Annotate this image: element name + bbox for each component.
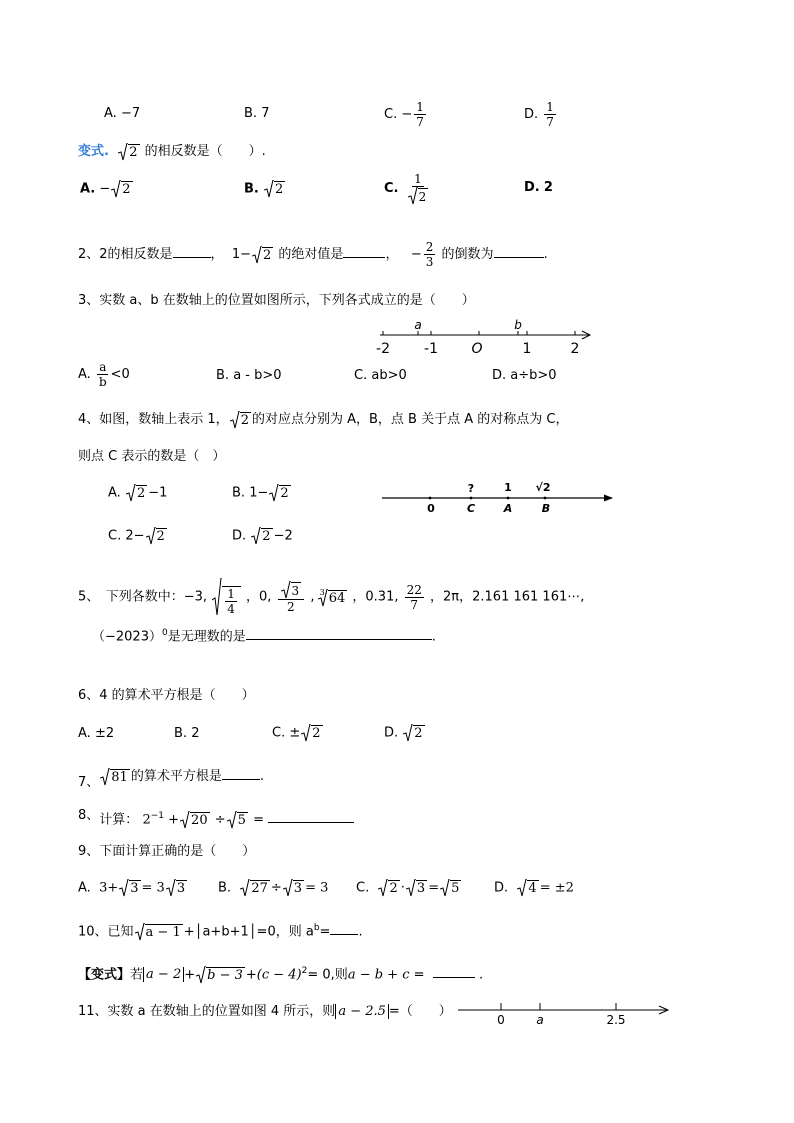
- option-d: D. 4 = ±2: [494, 880, 574, 896]
- sqrt: 81: [100, 768, 130, 786]
- cube-root: $^3$ 64: [319, 588, 346, 606]
- answer-blank[interactable]: [433, 963, 475, 978]
- sqrt: 3: [166, 879, 187, 897]
- sqrt: 2: [403, 724, 424, 742]
- option-a: A. −7: [104, 106, 141, 121]
- sqrt: 27: [240, 879, 270, 897]
- sqrt: 2: [146, 527, 167, 545]
- sqrt: 5: [440, 879, 461, 897]
- sqrt: 2: [269, 484, 290, 502]
- point-a-label: a: [414, 318, 422, 332]
- sqrt: 5: [227, 811, 248, 829]
- tick-label: -2: [376, 341, 390, 357]
- answer-blank[interactable]: [173, 243, 211, 258]
- option-d: D. a÷b>0: [492, 368, 557, 383]
- point-b: [544, 497, 547, 500]
- sqrt: 20: [180, 811, 210, 829]
- sqrt: 2: [264, 180, 285, 198]
- fraction: $\frac{1}{2}$: [405, 172, 432, 205]
- sqrt: 3: [281, 581, 302, 599]
- fraction: $\frac{a}{b}$: [98, 360, 107, 389]
- answer-blank[interactable]: [330, 920, 358, 935]
- variant-tag: 变式.: [78, 144, 109, 159]
- question-7: 7、 81 的算术平方根是 .: [78, 765, 264, 787]
- option-b: B. 2: [244, 181, 284, 197]
- label-c: C: [466, 502, 476, 515]
- tick-label: 2: [570, 341, 580, 357]
- variant-2: 【变式】若 a − 2 + b − 3 $+(c - 4)^2= 0$,则a − b + c = .: [78, 961, 483, 985]
- question-4: 4、如图，数轴上表示 1， 2 的对应点分别为 A，B，点 B 关于点 A 的对称点为 C，: [78, 412, 569, 428]
- question-11: 11、实数 a 在数轴上的位置如图 4 所示，则 a − 2.5 =（ ）: [78, 1004, 452, 1019]
- tick-label: O: [471, 341, 483, 357]
- label-question: ?: [467, 482, 475, 495]
- option-b: B. 1− 2: [232, 485, 289, 501]
- option-a: A. 2 −1: [108, 485, 168, 501]
- sqrt: 2: [378, 879, 399, 897]
- option-a: A. ±2: [78, 726, 115, 741]
- option-b: B. 2: [174, 726, 200, 741]
- answer-blank[interactable]: [268, 808, 354, 823]
- sqrt: 2: [118, 143, 139, 161]
- option-c: C. 2 · 3 = 5: [356, 880, 460, 896]
- point-c: [470, 497, 473, 500]
- fraction: $\frac{22}{7}$: [406, 582, 422, 612]
- sqrt: b − 3: [196, 966, 245, 984]
- sqrt: 4: [517, 879, 538, 897]
- question-2: 2、2的相反数是 ， 1− 2 的绝对值是 ， − $\frac{2}{3}$ 的倒数为 .: [78, 240, 548, 269]
- question-3: 3、实数 a、b 在数轴上的位置如图所示，下列各式成立的是（ ）: [78, 293, 475, 308]
- fraction: $\frac{3}{2}$: [278, 581, 305, 614]
- point-b-label: b: [514, 318, 522, 332]
- option-c: C. ab>0: [354, 368, 407, 383]
- sqrt: 2: [251, 527, 272, 545]
- option-a: A. 3+ 3 = 3 3: [78, 880, 186, 896]
- sqrt: 3: [406, 879, 427, 897]
- number-line-q4: [380, 478, 620, 518]
- answer-blank[interactable]: [222, 765, 260, 780]
- tick-label: -1: [424, 341, 438, 357]
- label-a: A: [503, 502, 513, 515]
- question-8: 8、计算： $2^{-1}$ + 20 ÷ 5 =: [78, 806, 354, 830]
- option-d: D. 2: [384, 725, 423, 741]
- option-c: C. 2− 2: [108, 528, 165, 544]
- option-d: D. 2: [524, 180, 553, 195]
- sqrt: a − 1: [135, 923, 183, 941]
- question-5-line2: $(-2023)^0$是无理数的是 .: [92, 623, 436, 647]
- sqrt: 3: [119, 879, 140, 897]
- question-4-line2: 则点 C 表示的数是（ ）: [78, 449, 226, 464]
- option-c: C. ± 2: [272, 725, 321, 741]
- label-zero: 0: [497, 1013, 505, 1027]
- label-a: a: [536, 1013, 544, 1027]
- question-6: 6、4 的算术平方根是（ ）: [78, 688, 255, 703]
- sqrt: 2: [230, 411, 251, 429]
- sqrt: 2: [252, 246, 273, 264]
- sqrt: 2: [408, 187, 429, 205]
- question-9: 9、下面计算正确的是（ ）: [78, 844, 256, 859]
- sqrt: 2: [301, 724, 322, 742]
- answer-blank[interactable]: [494, 243, 544, 258]
- label-sqrt2: √2: [535, 481, 551, 494]
- number-line-q11: [456, 998, 676, 1030]
- number-line-q3: [370, 316, 600, 358]
- label-zero: 0: [427, 502, 435, 515]
- option-a: A. $\frac{a}{b}$ <0: [78, 360, 130, 389]
- fraction: $\frac{2}{3}$: [425, 240, 434, 269]
- fraction: $\frac{1}{7}$: [546, 100, 554, 129]
- option-d: D. 2 −2: [232, 528, 293, 544]
- option-d: D. $\frac{1}{7}$: [524, 100, 554, 129]
- label-b: B: [541, 502, 551, 515]
- question-10: 10、已知 a − 1 +│a+b+1│=0，则 $a^b=$ .: [78, 918, 363, 942]
- option-a: A. − 2: [80, 181, 131, 197]
- fraction: $\frac{1}{7}$: [416, 100, 424, 129]
- tick-label: 1: [522, 341, 532, 357]
- question-5: 5、 下列各数中：−3, $\frac{1}{4}$ ，0, $\frac{3}{2}$ , $^3$ 64 ，0.31, $\frac{22}{7}$ ，2π，2.161 161 161⋯,: [78, 578, 584, 616]
- point-a: [507, 497, 510, 500]
- variant-question: 变式. 2 的相反数是（ ）.: [78, 144, 266, 160]
- option-b: B. 7: [244, 106, 270, 121]
- label-2.5: 2.5: [606, 1013, 626, 1027]
- fraction: $\frac{1}{4}$: [227, 587, 235, 616]
- answer-blank[interactable]: [246, 625, 432, 640]
- sqrt: 2: [111, 180, 132, 198]
- answer-blank[interactable]: [343, 243, 385, 258]
- axis-arrow: [604, 495, 613, 502]
- label-one: 1: [504, 481, 512, 494]
- sqrt: [212, 578, 241, 616]
- option-c: C. $\frac{1}{2}$: [384, 172, 433, 205]
- option-c: C. − $\frac{1}{7}$: [384, 100, 424, 129]
- option-b: B. a - b>0: [216, 368, 282, 383]
- sqrt: 2: [126, 484, 147, 502]
- sqrt: 3: [283, 879, 304, 897]
- variant-tag: 【变式】: [78, 967, 131, 983]
- point-0: [429, 497, 432, 500]
- option-b: B. 27 ÷ 3 = 3: [218, 880, 329, 896]
